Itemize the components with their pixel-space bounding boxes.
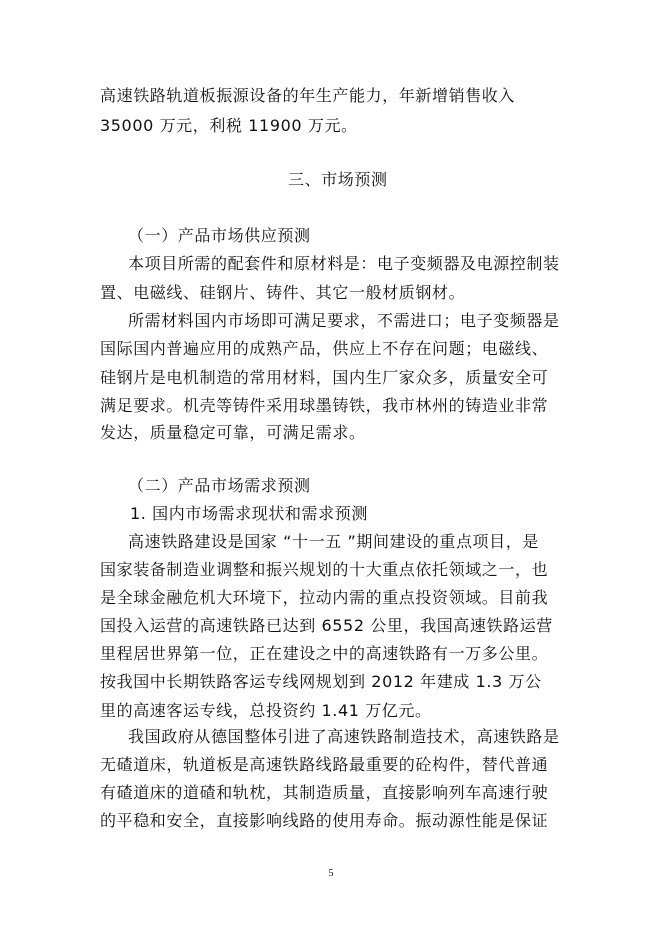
paragraph-line: 无碴道床，轨道板是高速铁路线路最重要的砼构件，替代普通 <box>100 755 549 774</box>
paragraph-line: 国际国内普遍应用的成熟产品，供应上不存在问题；电磁线、 <box>100 339 549 358</box>
paragraph-line: 按我国中长期铁路客运专线网规划到 2012 年建成 1.3 万公 <box>100 672 542 691</box>
paragraph-line: 满足要求。机壳等铸件采用球墨铸铁，我市林州的铸造业非常 <box>100 396 549 415</box>
paragraph-line: 硅钢片是电机制造的常用材料，国内生厂家众多，质量安全可 <box>100 368 549 387</box>
paragraph-line: 国家装备制造业调整和振兴规划的十大重点依托领域之一，也 <box>100 560 549 579</box>
paragraph-line: 置、电磁线、硅钢片、铸件、其它一般材质钢材。 <box>100 283 466 302</box>
paragraph-line: 是全球金融危机大环境下，拉动内需的重点投资领域。目前我 <box>100 588 549 607</box>
item-heading: 1. 国内市场需求现状和需求预测 <box>130 504 368 523</box>
paragraph-line: 本项目所需的配套件和原材料是：电子变频器及电源控制装 <box>128 254 560 273</box>
subsection-1-heading: （一）产品市场供应预测 <box>128 226 311 245</box>
paragraph-line: 里的高速客运专线，总投资约 1.41 万亿元。 <box>100 701 432 720</box>
paragraph-line: 的平稳和安全，直接影响线路的使用寿命。振动源性能是保证 <box>100 811 549 830</box>
paragraph-line: 里程居世界第一位，正在建设之中的高速铁路有一万多公里。 <box>100 644 549 663</box>
paragraph-line: 有碴道床的道碴和轨枕，其制造质量，直接影响列车高速行驶 <box>100 783 549 802</box>
paragraph-line: 高速铁路建设是国家 “十一五 ”期间建设的重点项目，是 <box>128 532 539 551</box>
page-number: 5 <box>328 868 334 879</box>
paragraph-line: 所需材料国内市场即可满足要求，不需进口；电子变频器是 <box>128 311 560 330</box>
intro-line-1: 高速铁路轨道板振源设备的年生产能力，年新增销售收入 <box>100 86 516 105</box>
section-heading: 三、市场预测 <box>288 170 388 189</box>
paragraph-line: 发达，质量稳定可靠，可满足需求。 <box>100 423 366 442</box>
paragraph-line: 我国政府从德国整体引进了高速铁路制造技术，高速铁路是 <box>128 727 560 746</box>
intro-line-2: 35000 万元，利税 11900 万元。 <box>100 116 358 135</box>
paragraph-line: 国投入运营的高速铁路已达到 6552 公里，我国高速铁路运营 <box>100 616 553 635</box>
subsection-2-heading: （二）产品市场需求预测 <box>128 476 311 495</box>
